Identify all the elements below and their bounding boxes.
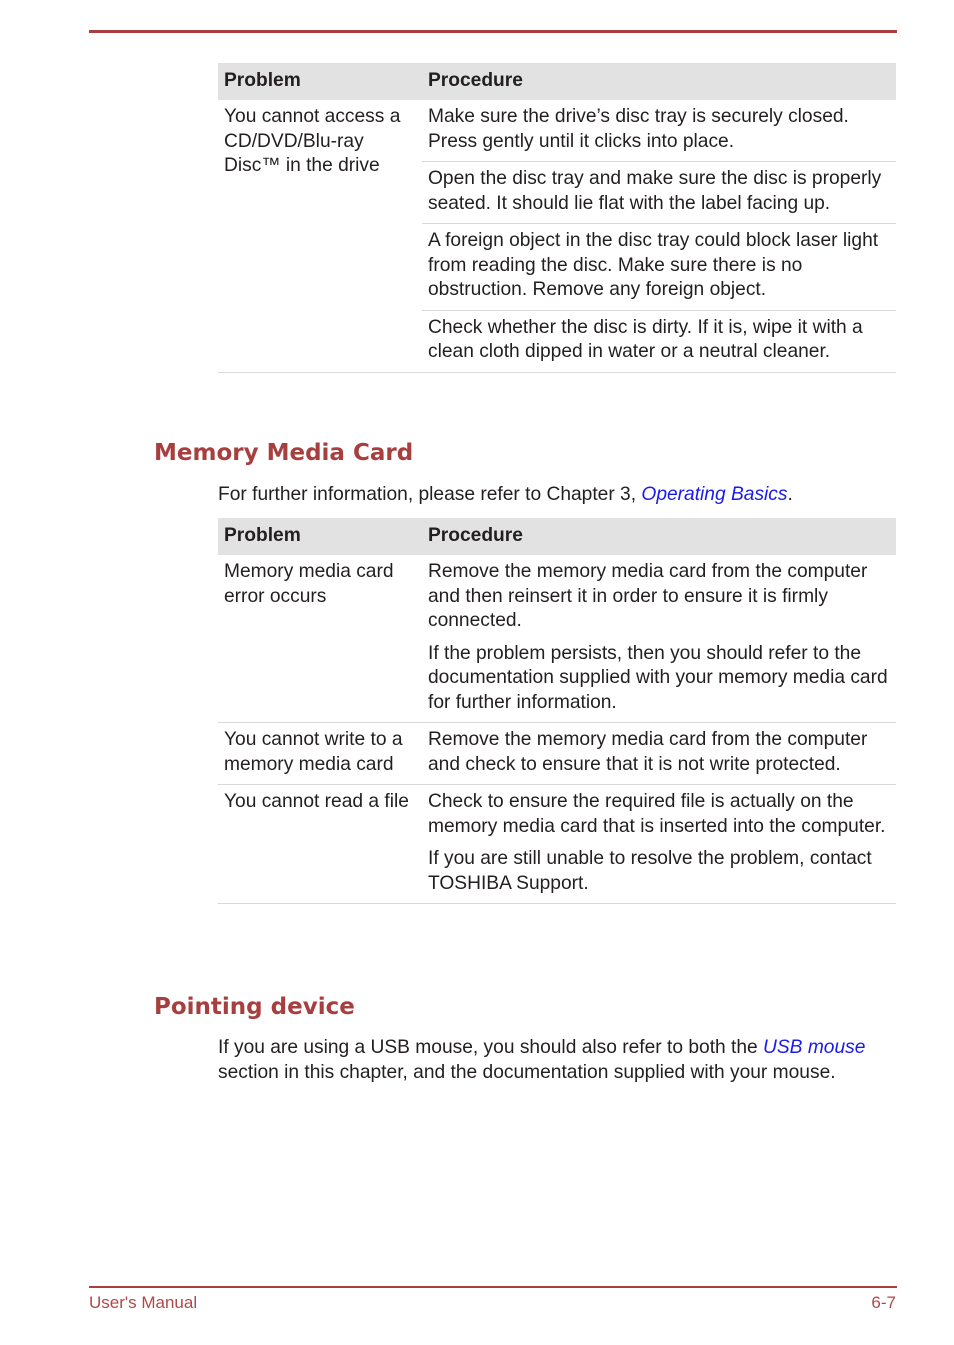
footer-rule: [89, 1286, 897, 1288]
procedure-step: If you are still unable to resolve the problem, contact TOSHIBA Support.: [428, 848, 872, 894]
problem-cell: You cannot read a file: [218, 785, 422, 904]
procedure-cell: [422, 555, 896, 723]
table-header-row: [218, 518, 896, 555]
pointing-device-heading: Pointing device: [154, 994, 355, 1020]
procedure-step: Remove the memory media card from the computer and then reinsert it in order to ensure it is firmly connected.: [428, 561, 868, 631]
table-row: [218, 100, 896, 162]
procedure-cell: Check whether the disc is dirty. If it is, wipe it with a clean cloth dipped in water or a neutral cleaner.: [422, 310, 896, 372]
procedure-cell: Make sure the drive’s disc tray is securely closed. Press gently until it clicks into place.: [422, 100, 896, 162]
optical-drive-problem-table: [218, 63, 896, 373]
intro-text-end: .: [787, 484, 793, 505]
intro-text: For further information, please refer to Chapter 3,: [218, 484, 642, 505]
usb-mouse-link[interactable]: USB mouse: [763, 1037, 866, 1058]
table-header-row: [218, 63, 896, 100]
pointing-device-paragraph: [218, 1036, 878, 1085]
problem-cell: You cannot write to a memory media card: [218, 723, 422, 785]
column-header-procedure: Procedure: [422, 63, 896, 100]
procedure-cell: A foreign object in the disc tray could block laser light from reading the disc. Make sure there is no obstruction. Remove any foreign object.: [422, 224, 896, 311]
procedure-cell: Open the disc tray and make sure the disc is properly seated. It should lie flat with the label facing up.: [422, 162, 896, 224]
problem-cell: Memory media card error occurs: [218, 555, 422, 723]
procedure-step: If the problem persists, then you should refer to the documentation supplied with your memory media card for further information.: [428, 642, 888, 713]
column-header-problem: Problem: [218, 518, 422, 555]
problem-cell: You cannot access a CD/DVD/Blu-ray Disc™ in the drive: [218, 100, 422, 372]
memory-card-problem-table: [218, 518, 896, 904]
pointing-text: If you are using a USB mouse, you should also refer to both the: [218, 1037, 764, 1058]
operating-basics-link[interactable]: Operating Basics: [641, 484, 788, 505]
procedure-cell: [422, 723, 896, 785]
header-rule: [89, 30, 897, 33]
column-header-procedure: Procedure: [422, 518, 896, 555]
footer-manual-title: User's Manual: [89, 1293, 198, 1312]
table-row: [218, 785, 896, 904]
column-header-problem: Problem: [218, 63, 422, 100]
table-row: [218, 723, 896, 785]
memory-intro-paragraph: [218, 483, 878, 508]
procedure-step: Remove the memory media card from the computer and check to ensure that it is not write protected.: [428, 729, 868, 775]
pointing-text-end: section in this chapter, and the documentation supplied with your mouse.: [218, 1061, 836, 1083]
table-row: [218, 555, 896, 723]
procedure-cell: [422, 785, 896, 904]
footer-page-number: 6-7: [871, 1293, 896, 1312]
memory-media-card-heading: Memory Media Card: [154, 440, 414, 466]
procedure-step: Check to ensure the required file is actually on the memory media card that is inserted into the computer.: [428, 791, 886, 837]
